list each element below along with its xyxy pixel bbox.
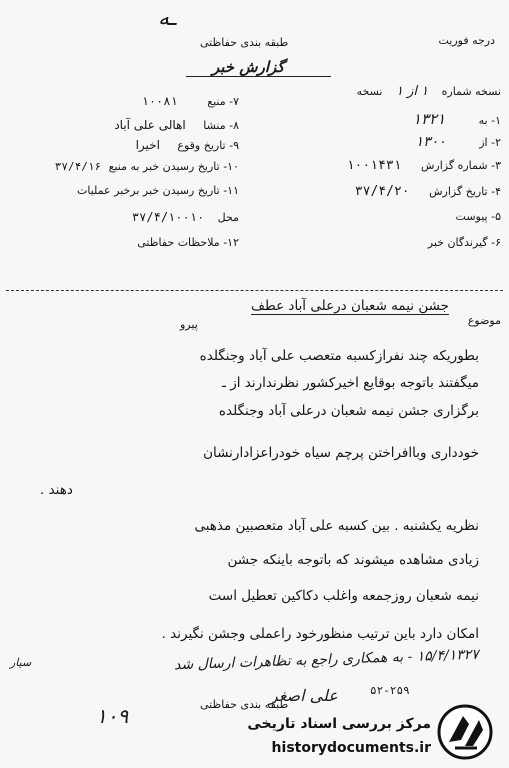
body-line: بطوریکه چند نفرازکسبه متعصب علی آباد وجنگلده <box>199 348 479 364</box>
handwritten-note-extra: سیار <box>10 656 32 669</box>
field-value: اخیرا <box>135 138 160 152</box>
field-source <box>142 94 239 108</box>
handwritten-note: ۱۵/۴/۱۳۲۷ - به همکاری راجع به تظاهرات ارسال شد <box>173 646 480 674</box>
body-line: برگزاری جشن نیمه شعبان درعلی آباد وجنگلده <box>218 403 479 419</box>
field-place <box>132 210 239 224</box>
field-value: ۳۷/۴/۱۰۰۱۰ <box>131 210 205 224</box>
field-value: ۱۰۰۱۴۳۱ <box>346 158 402 173</box>
reference-number: ۱۰۹ <box>96 704 129 728</box>
body-line: خودداری وباافراختن پرچم سیاه خودراعزادارنشان <box>203 445 479 461</box>
body-line: میگفتند باتوجه بوقایع اخیرکشور نظرندارند از ـ <box>221 375 479 391</box>
handwritten-signature: علی اصغر <box>270 686 338 705</box>
subject-label: موضوع <box>467 314 501 327</box>
header-rule <box>186 76 331 77</box>
field-recipients <box>428 236 501 249</box>
field-ops-date <box>77 184 239 197</box>
body-line: زیادی مشاهده میشوند که باتوجه باینکه جشن <box>227 552 479 568</box>
stamp-code: ۵۲-۲۵۹ <box>370 684 410 697</box>
subject-text: جشن نیمه شعبان درعلی آباد عطف <box>251 298 449 314</box>
body-line: امکان دارد باین ترتیب منظورخود راعملی وجشن نگیرند . <box>161 626 479 642</box>
field-value: اهالی علی آباد <box>114 118 186 132</box>
field-value: ۱۰۰۸۱ <box>141 94 178 108</box>
field-label: ۸- منشا <box>203 119 239 132</box>
field-value: ۱ از ۱ <box>396 84 429 99</box>
field-value: ۳۷/۴/۲۰ <box>354 184 410 199</box>
priority-label: درجه فوریت <box>438 34 495 47</box>
body-line: نیمه شعبان روزجمعه واغلب دکاکین تعطیل است <box>208 588 479 604</box>
field-received-date <box>55 160 239 173</box>
subject-extra: پیرو <box>180 318 198 331</box>
field-value: ۱۳۲۱ <box>412 110 446 128</box>
field-label: ۱- به <box>478 114 501 127</box>
body-line: دهند . <box>40 482 73 498</box>
watermark-url: historydocuments.ir <box>271 740 431 756</box>
field-attachment <box>456 210 501 223</box>
field-suffix: نسخه <box>356 85 383 98</box>
field-occurrence-date <box>136 138 239 152</box>
field-security-notes <box>137 236 239 249</box>
section-divider <box>6 290 503 291</box>
field-label: ۷- منبع <box>207 95 239 108</box>
field-report-number <box>347 158 501 173</box>
report-title: گزارش خبر <box>212 58 285 76</box>
field-label: ۱۱- تاریخ رسیدن خبر برخبر عملیات <box>77 184 239 197</box>
field-label: ۹- تاریخ وقوع <box>177 139 239 152</box>
field-report-date <box>355 184 501 199</box>
field-copy-number <box>357 84 501 99</box>
footer-classification: طبقه بندی حفاظتی <box>200 698 289 711</box>
field-label: ۶- گیرندگان خبر <box>427 236 501 249</box>
archive-logo-icon <box>435 702 495 762</box>
body-line: نظریه یکشنبه . بین کسبه علی آباد متعصبین مذهبی <box>194 518 479 534</box>
field-origin <box>114 118 239 132</box>
field-label: ۲- از <box>479 136 501 149</box>
field-label: نسخه شماره <box>441 85 501 98</box>
field-value: ۱۳۰۰ <box>415 134 446 150</box>
stamp-scribble: ـه <box>158 6 177 31</box>
field-label: ۳- شماره گزارش <box>421 159 501 172</box>
field-label: ۴- تاریخ گزارش <box>429 185 501 198</box>
field-to <box>413 110 501 128</box>
classification-header: طبقه بندی حفاظتی <box>200 36 289 49</box>
field-label: ۱۰- تاریخ رسیدن خبر به منبع <box>108 160 239 173</box>
field-value: ۳۷/۴/۱۶ <box>54 160 102 173</box>
field-label: ۵- پیوست <box>455 210 501 223</box>
field-label: ۱۲- ملاحظات حفاظتی <box>137 236 239 249</box>
field-from <box>416 134 501 150</box>
field-label: محل <box>217 211 239 224</box>
watermark-site-name: مرکز بررسی اسناد تاریخی <box>247 716 431 732</box>
